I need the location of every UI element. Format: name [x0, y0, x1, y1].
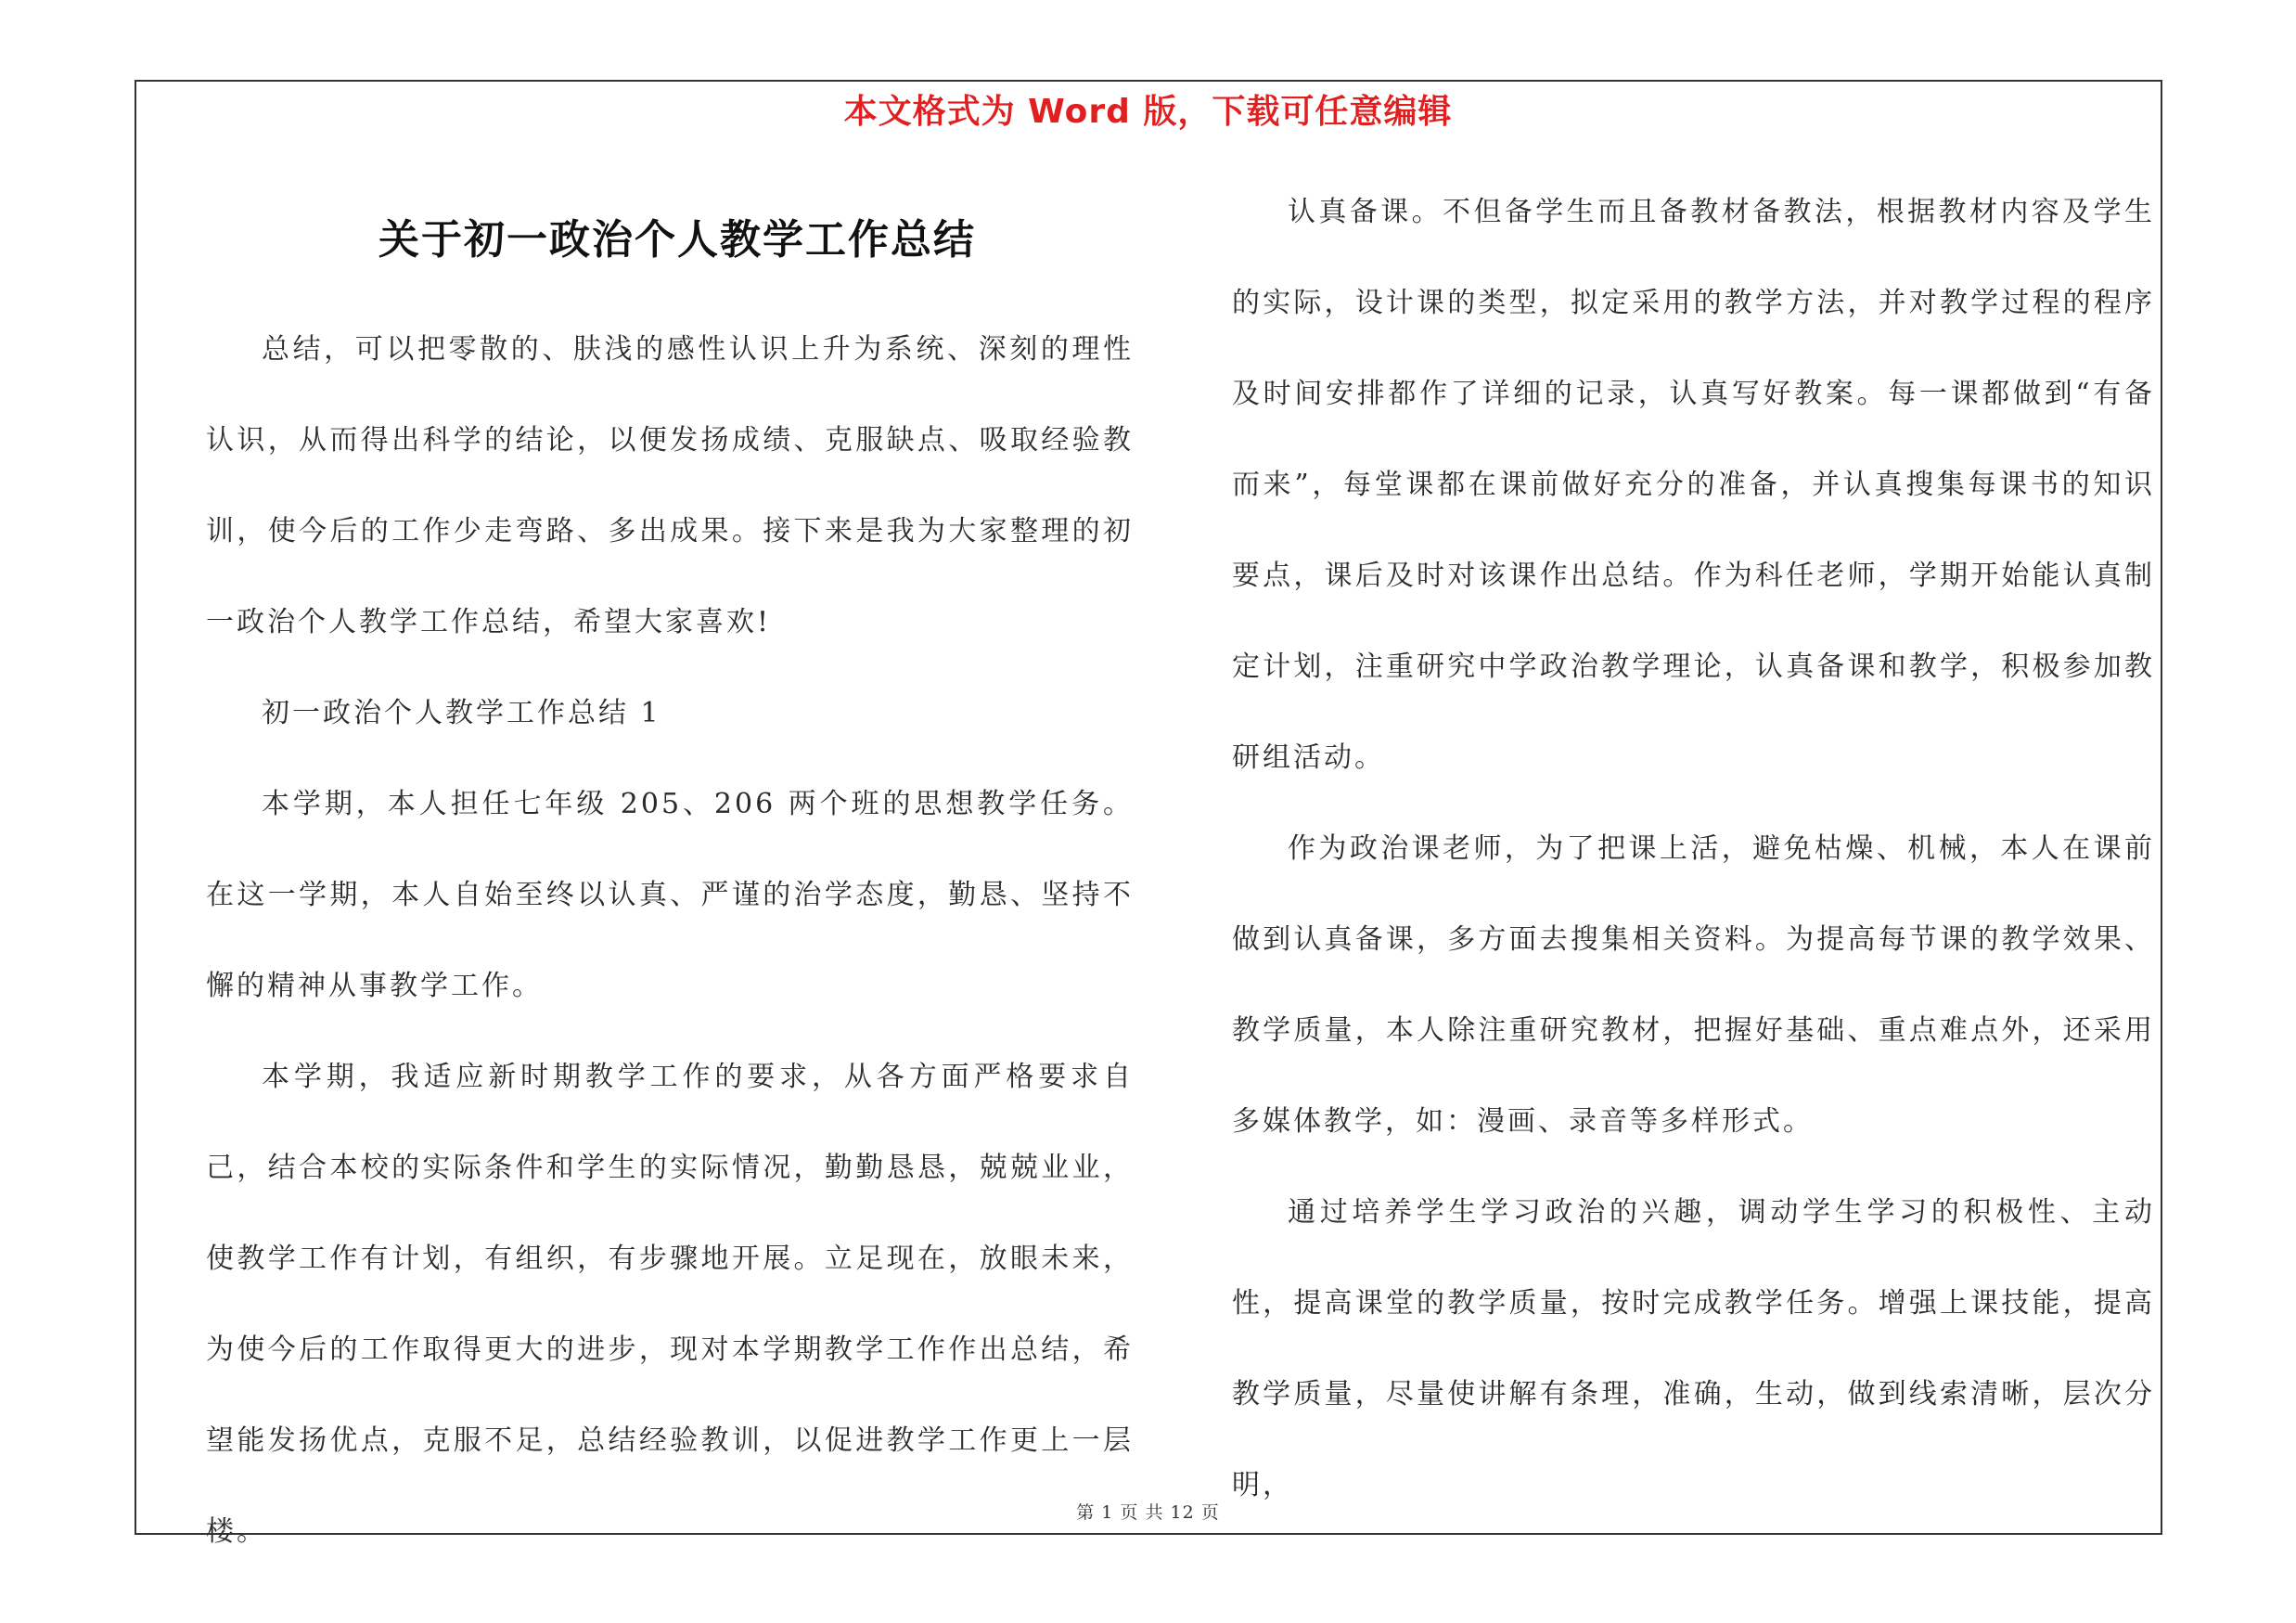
left-column: [206, 304, 1134, 1578]
paragraph: 认真备课。不但备学生而且备教材备教法，根据教材内容及学生的实际，设计课的类型，拟定采用的教学方法，并对教学过程的程序及时间安排都作了详细的记录，认真写好教案。每一课都做到“有备而来”，每堂课都在课前做好充分的准备，并认真搜集每课书的知识要点，课后及时对该课作出总结。作为科任老师，学期开始能认真制定计划，注重研究中学政治教学理论，认真备课和教学，积极参加教研组活动。: [1232, 196, 2155, 774]
paragraph: 通过培养学生学习政治的兴趣，调动学生学习的积极性、主动性，提高课堂的教学质量，按时完成教学任务。增强上课技能，提高教学质量，尽量使讲解有条理，准确，生动，做到线索清晰，层次分明，: [1232, 1196, 2155, 1501]
right-column: [1232, 167, 2155, 1531]
format-banner: 本文格式为 Word 版，下载可任意编辑: [843, 93, 1453, 131]
paragraph: 本学期，我适应新时期教学工作的要求，从各方面严格要求自己，结合本校的实际条件和学生的实际情况，勤勤恳恳，兢兢业业，使教学工作有计划，有组织，有步骤地开展。立足现在，放眼未来，为使今后的工作取得更大的进步，现对本学期教学工作作出总结，希望能发扬优点，克服不足，总结经验教训，以促进教学工作更上一层楼。: [206, 1061, 1134, 1548]
paragraph: 本学期，本人担任七年级 205、206 两个班的思想教学任务。在这一学期，本人自始至终以认真、严谨的治学态度，勤恳、坚持不懈的精神从事教学工作。: [206, 788, 1134, 1002]
paragraph-intro: 总结，可以把零散的、肤浅的感性认识上升为系统、深刻的理性认识，从而得出科学的结论，以便发扬成绩、克服缺点、吸取经验教训，使今后的工作少走弯路、多出成果。接下来是我为大家整理的初一政治个人教学工作总结，希望大家喜欢!: [206, 333, 1134, 638]
paragraph: 作为政治课老师，为了把课上活，避免枯燥、机械，本人在课前做到认真备课，多方面去搜集相关资料。为提高每节课的教学效果、教学质量，本人除注重研究教材，把握好基础、重点难点外，还采用多媒体教学，如：漫画、录音等多样形式。: [1232, 832, 2155, 1138]
section-heading: 初一政治个人教学工作总结 1: [262, 697, 661, 729]
page-number-footer: 第 1 页 共 12 页: [1076, 1502, 1220, 1523]
document-title: 关于初一政治个人教学工作总结: [378, 216, 976, 264]
